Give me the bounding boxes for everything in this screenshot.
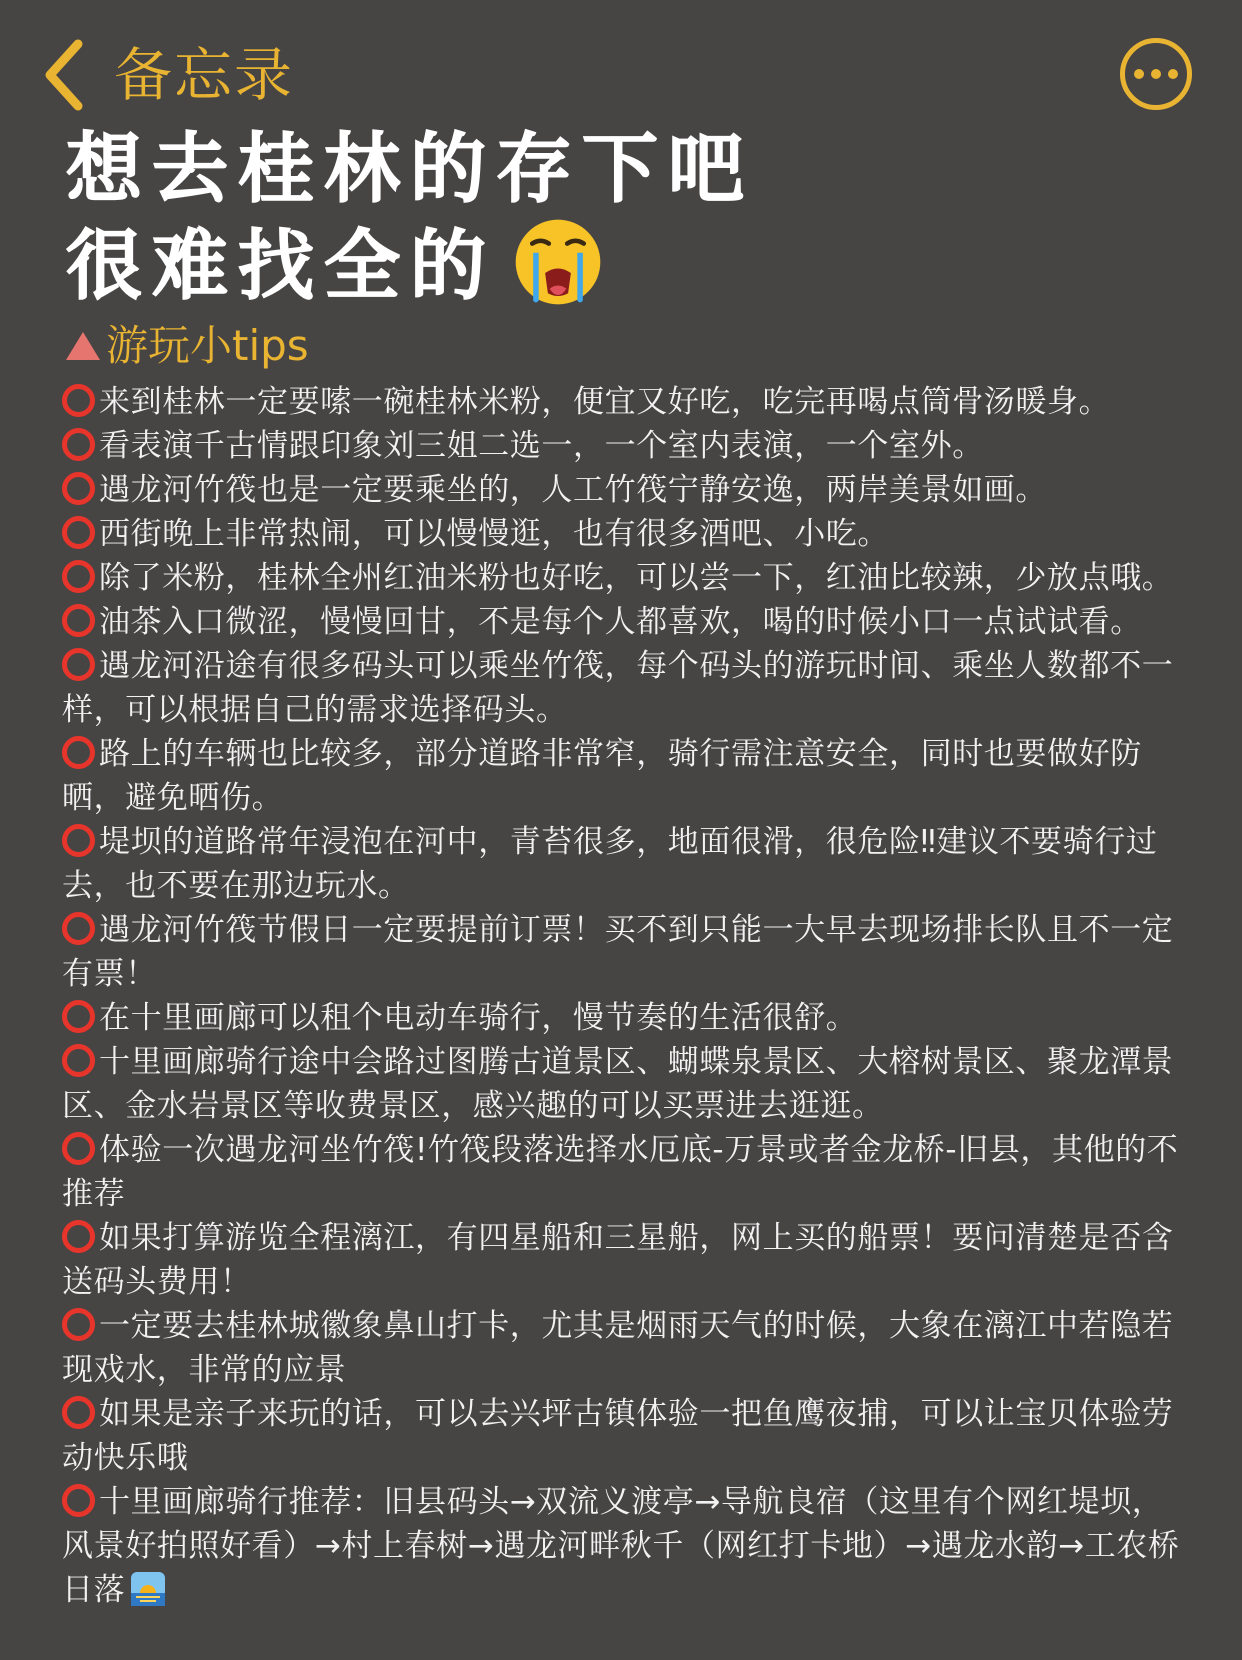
tip-text: 在十里画廊可以租个电动车骑行，慢节奏的生活很舒。 (99, 1000, 858, 1036)
top-bar (0, 0, 1242, 140)
list-item (62, 820, 1182, 908)
red-ring-icon (62, 648, 95, 681)
section-heading-text: 游玩小tips (106, 321, 309, 370)
red-ring-icon (62, 1308, 95, 1341)
red-ring-icon (62, 516, 95, 549)
list-item (62, 1480, 1182, 1612)
back-button[interactable] (40, 38, 90, 112)
list-item (62, 1392, 1182, 1480)
list-item (62, 468, 1182, 512)
title-line-2-text: 很难找全的 (66, 221, 496, 310)
title-line-2 (66, 216, 1186, 313)
loudly-crying-face-icon (512, 216, 604, 308)
red-ring-icon (62, 604, 95, 637)
back-label[interactable]: 备忘录 (114, 41, 295, 109)
section-heading (66, 318, 309, 374)
more-horizontal-icon (1134, 69, 1144, 79)
red-ring-icon (62, 560, 95, 593)
red-ring-icon (62, 472, 95, 505)
list-item (62, 512, 1182, 556)
tips-list (62, 380, 1182, 1612)
tip-text: 体验一次遇龙河坐竹筏!竹筏段落选择水厄底-万景或者金龙桥-旧县，其他的不推荐 (62, 1132, 1179, 1212)
list-item (62, 644, 1182, 732)
red-ring-icon (62, 736, 95, 769)
tip-text: 一定要去桂林城徽象鼻山打卡，尤其是烟雨天气的时候，大象在漓江中若隐若现戏水，非常的应景 (62, 1308, 1174, 1388)
tip-text: 如果是亲子来玩的话，可以去兴坪古镇体验一把鱼鹰夜捕，可以让宝贝体验劳动快乐哦 (62, 1396, 1174, 1476)
tip-text: 油茶入口微涩，慢慢回甘，不是每个人都喜欢，喝的时候小口一点试试看。 (99, 604, 1142, 640)
red-ring-icon (62, 1484, 95, 1517)
tip-text: 看表演千古情跟印象刘三姐二选一，一个室内表演，一个室外。 (99, 428, 984, 464)
red-ring-icon (62, 384, 95, 417)
red-ring-icon (62, 1044, 95, 1077)
list-item (62, 556, 1182, 600)
tip-text: 遇龙河竹筏节假日一定要提前订票！买不到只能一大早去现场排长队且不一定有票！ (62, 912, 1174, 992)
tip-text: 来到桂林一定要嗦一碗桂林米粉，便宜又好吃，吃完再喝点筒骨汤暖身。 (99, 384, 1111, 420)
chevron-left-icon (40, 38, 90, 112)
red-triangle-icon (66, 332, 100, 360)
tip-text: 如果打算游览全程漓江，有四星船和三星船，网上买的船票！要问清楚是否含送码头费用！ (62, 1220, 1174, 1300)
sunrise-icon (131, 1572, 165, 1606)
list-item (62, 380, 1182, 424)
tip-text: 西街晚上非常热闹，可以慢慢逛，也有很多酒吧、小吃。 (99, 516, 889, 552)
tip-text: 遇龙河沿途有很多码头可以乘坐竹筏，每个码头的游玩时间、乘坐人数都不一样，可以根据自己的需求选择码头。 (62, 648, 1174, 728)
red-ring-icon (62, 1132, 95, 1165)
list-item (62, 1304, 1182, 1392)
tip-text: 堤坝的道路常年浸泡在河中，青苔很多，地面很滑，很危险‼建议不要骑行过去，也不要在那边玩水。 (62, 824, 1158, 904)
note-title (66, 122, 1186, 313)
tip-text: 除了米粉，桂林全州红油米粉也好吃，可以尝一下，红油比较辣，少放点哦。 (99, 560, 1174, 596)
tip-text: 十里画廊骑行途中会路过图腾古道景区、蝴蝶泉景区、大榕树景区、聚龙潭景区、金水岩景区等收费景区，感兴趣的可以买票进去逛逛。 (62, 1044, 1174, 1124)
red-ring-icon (62, 1396, 95, 1429)
tip-text: 十里画廊骑行推荐：旧县码头→双流义渡亭→导航良宿（这里有个网红堤坝，风景好拍照好看）→村上春树→遇龙河畔秋千（网红打卡地）→遇龙水韵→工农桥日落 (62, 1484, 1180, 1608)
red-ring-icon (62, 824, 95, 857)
list-item (62, 1216, 1182, 1304)
red-ring-icon (62, 1220, 95, 1253)
red-ring-icon (62, 1000, 95, 1033)
red-ring-icon (62, 428, 95, 461)
tip-text: 路上的车辆也比较多，部分道路非常窄，骑行需注意安全，同时也要做好防晒，避免晒伤。 (62, 736, 1142, 816)
list-item (62, 424, 1182, 468)
list-item (62, 1040, 1182, 1128)
list-item (62, 600, 1182, 644)
tip-text: 遇龙河竹筏也是一定要乘坐的，人工竹筏宁静安逸，两岸美景如画。 (99, 472, 1047, 508)
title-line-1: 想去桂林的存下吧 (66, 124, 754, 213)
list-item (62, 996, 1182, 1040)
red-ring-icon (62, 912, 95, 945)
list-item (62, 1128, 1182, 1216)
list-item (62, 732, 1182, 820)
more-button[interactable] (1120, 38, 1192, 110)
list-item (62, 908, 1182, 996)
